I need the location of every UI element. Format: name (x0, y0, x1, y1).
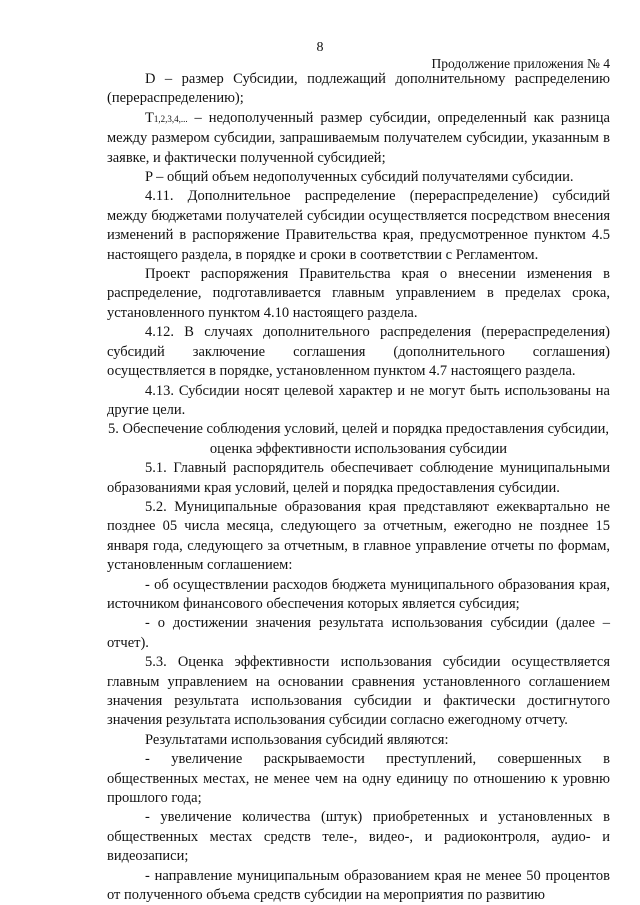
formula-term-t (107, 109, 610, 168)
formula-term-d: D – размер Субсидии, подлежащий дополнительному распределению (перераспределению); (107, 71, 610, 107)
paragraph-4-11-draft: Проект распоряжения Правительства края о внесении изменения в распределение, подготавливается главным управлением в пределах срока, установленного пунктом 4.10 настоящего раздела. (107, 266, 610, 321)
section-5-heading: 5. Обеспечение соблюдения условий, целей и порядка предоставления субсидии, оценка эффективности использования субсидии (108, 421, 609, 457)
paragraph-5-2-item-a: - об осуществлении расходов бюджета муниципального образования края, источником финансового обеспечения которых является субсидия; (107, 576, 610, 612)
t-symbol: T (145, 109, 154, 126)
paragraph-4-11: 4.11. Дополнительное распределение (перераспределение) субсидий между бюджетами получателей субсидии осуществляется посредством внесения изменений в распоряжение Правительства края, предусмотренное пунктом 4.5 настоящего раздела, в порядке и сроки в соответствии с Регламентом. (107, 188, 610, 263)
formula-term-p: P – общий объем недополученных субсидий получателями субсидии. (145, 169, 574, 186)
appendix-note: Продолжение приложения № 4 (431, 56, 610, 71)
paragraph-5-2: 5.2. Муниципальные образования края представляют ежеквартально не позднее 05 числа месяца, следующего за отчетным, ежегодно не позднее 15 января года, следующего за отчетным, в главное управление отчеты по формам, установленным соглашением: (107, 498, 610, 574)
result-item-3: - направление муниципальным образованием края не менее 50 процентов от полученного объема средств субсидии на мероприятия по развитию (107, 867, 610, 904)
paragraph-5-1: 5.1. Главный распорядитель обеспечивает соблюдение муниципальными образованиями края условий, целей и порядка предоставления субсидии. (107, 460, 610, 496)
t-definition: – недополученный размер субсидии, определенный как разница между размером субсидии, запрашиваемым получателем субсидии, указанным в заявке, и фактически полученной субсидией; (107, 109, 610, 166)
paragraph-4-13: 4.13. Субсидии носят целевой характер и не могут быть использованы на другие цели. (107, 382, 610, 418)
paragraph-4-12: 4.12. В случаях дополнительного распределения (перераспределения) субсидий заключение соглашения (дополнительного соглашения) осуществляется в порядке, установленном пунктом 4.7 настоящего раздела. (107, 324, 610, 380)
paragraph-5-2-item-b: - о достижении значения результата использования субсидии (далее – отчет). (107, 615, 610, 651)
t-subscript: 1,2,3,4,... (153, 113, 188, 124)
paragraph-5-3: 5.3. Оценка эффективности использования субсидии осуществляется главным управлением на основании сравнения установленного соглашением значения результата использования субсидии и фактически достигнутого значения результата использования субсидии согласно ежегодному отчету. (107, 654, 610, 729)
document-body (107, 70, 610, 905)
page-number: 8 (316, 40, 324, 55)
result-item-2: - увеличение количества (штук) приобретенных и установленных в общественных местах средств теле-, видео-, и радиоконтроля, аудио- и видеозаписи; (107, 809, 610, 865)
results-intro: Результатами использования субсидий являются: (145, 731, 449, 748)
result-item-1: - увеличение раскрываемости преступлений, совершенных в общественных местах, не менее чем на одну единицу по отношению к уровню прошлого года; (107, 751, 610, 807)
